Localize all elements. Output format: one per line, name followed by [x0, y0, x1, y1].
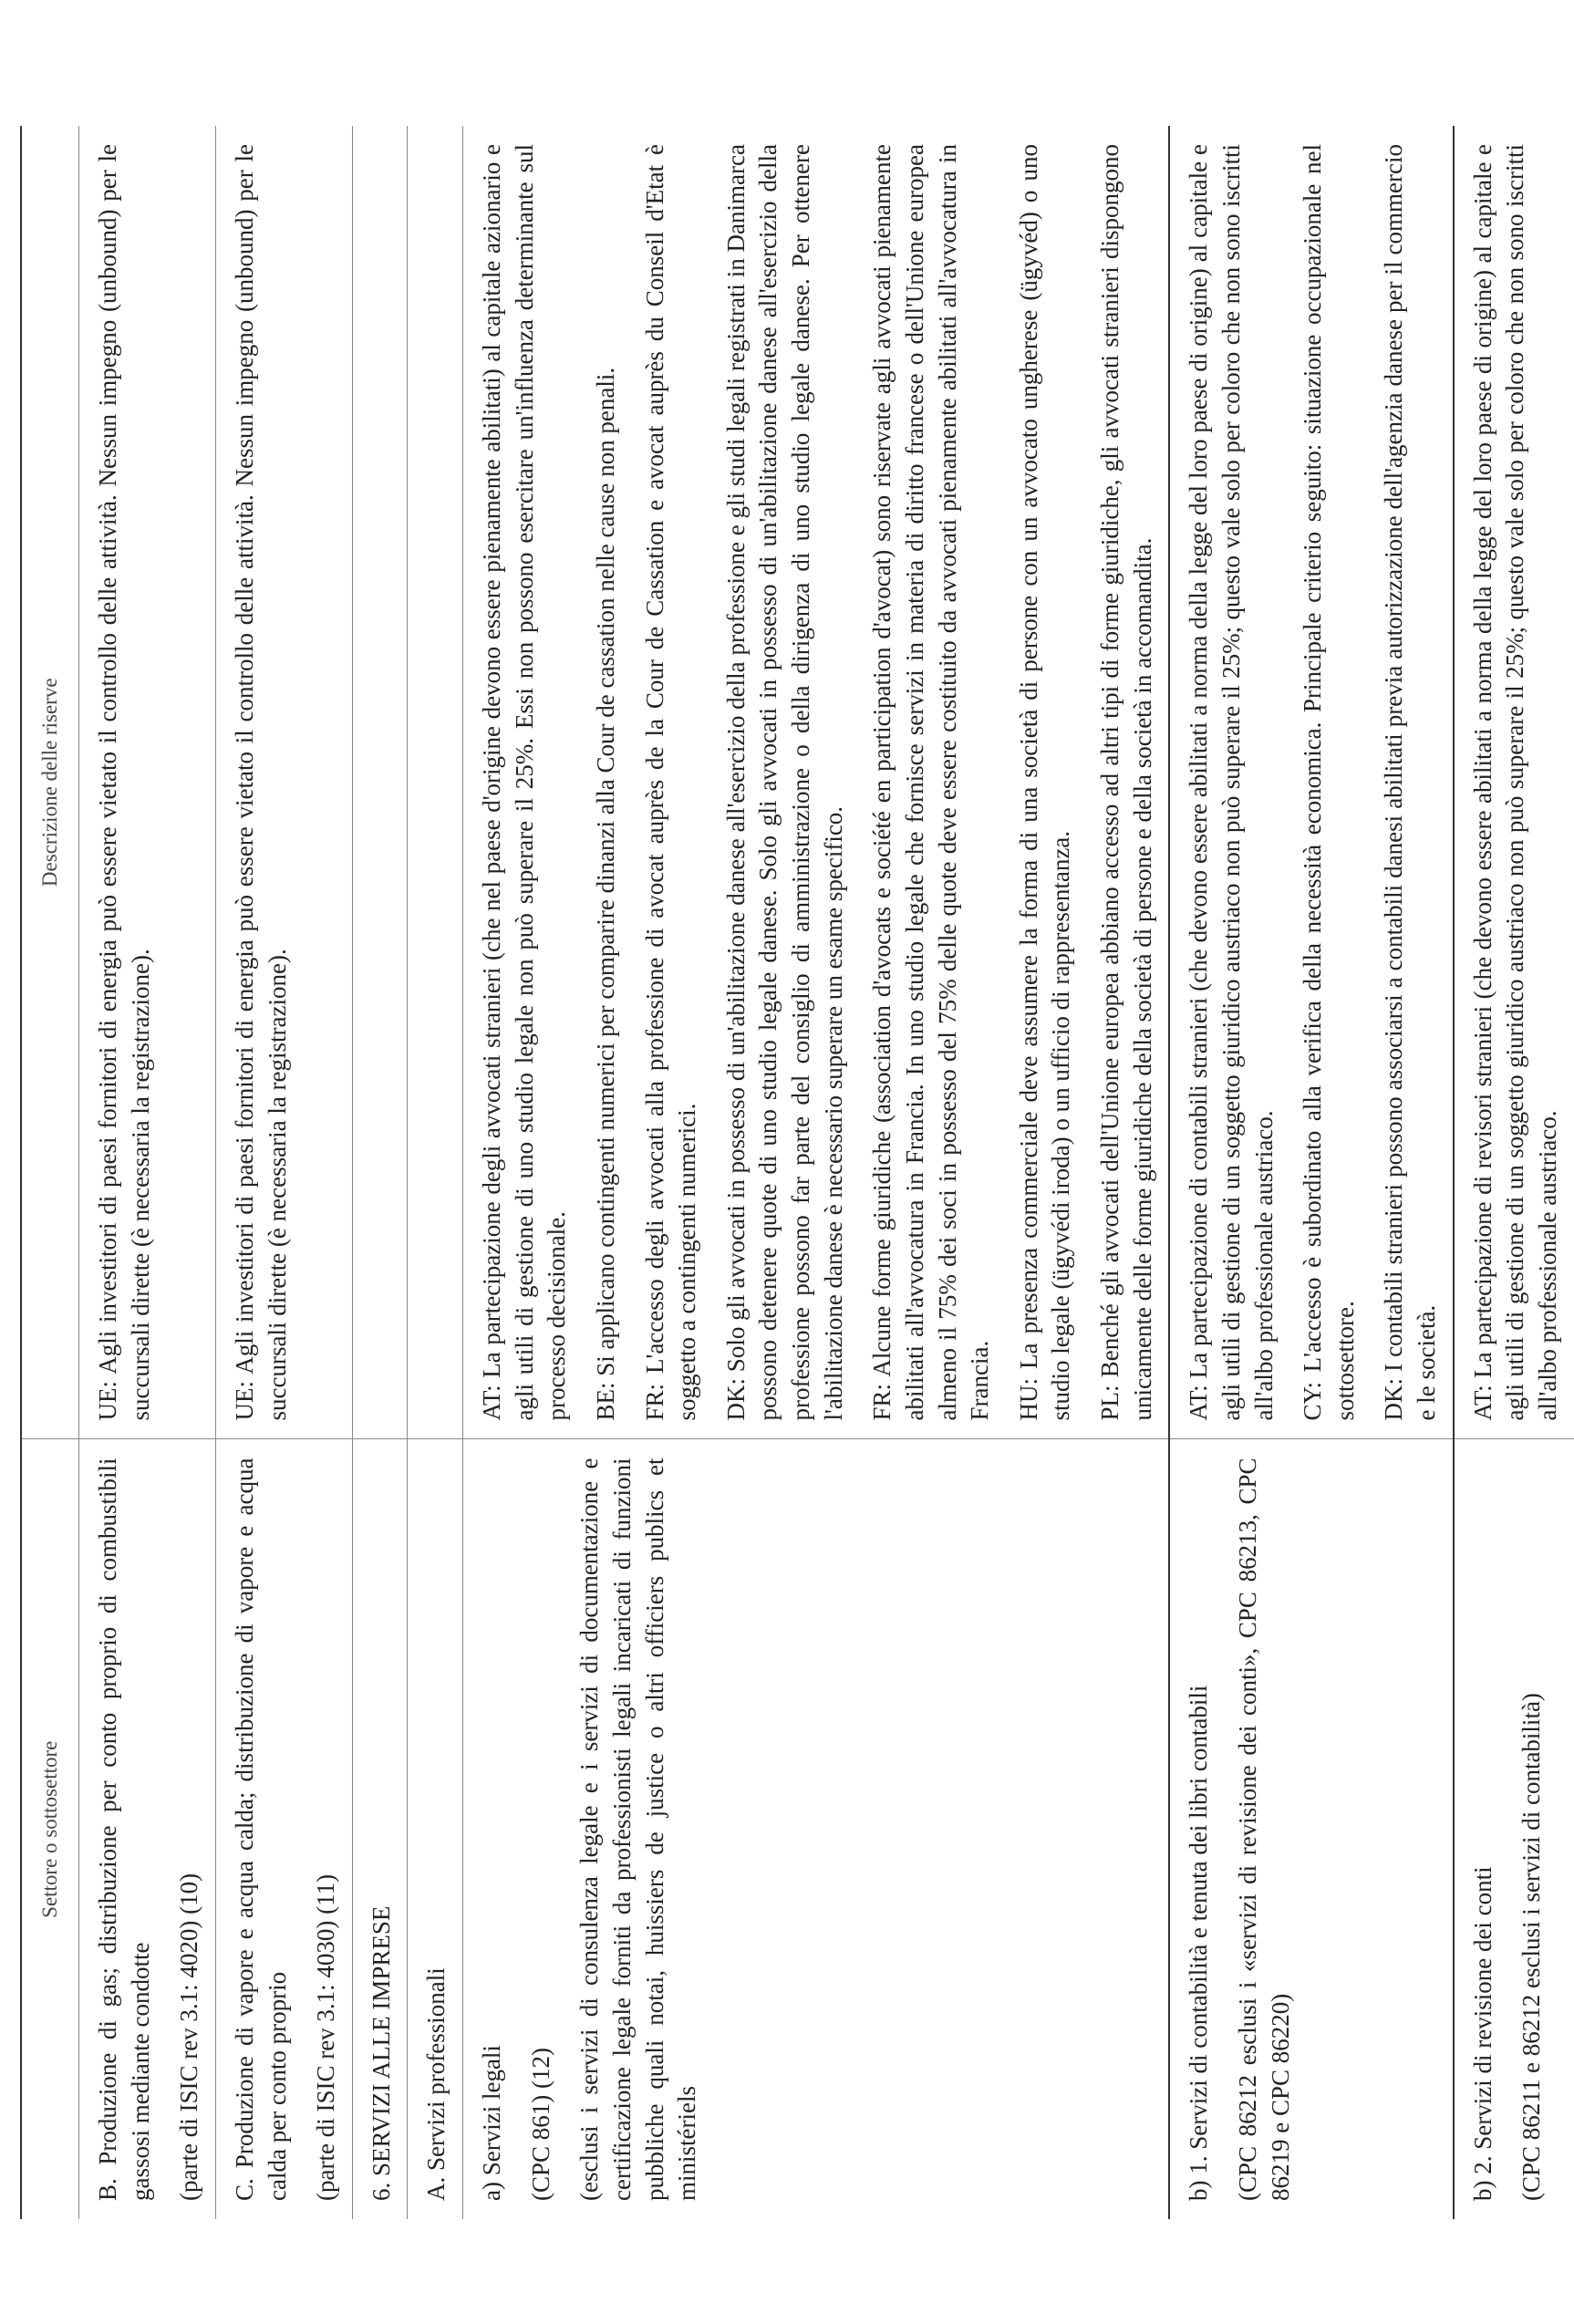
section-heading: 6. SERVIZI ALLE IMPRESE [367, 1905, 395, 2201]
header-row [22, 126, 79, 2219]
reserves-cell [408, 126, 463, 1439]
sector-cell [1454, 1439, 1574, 2219]
reserve-entry: FR: L'accesso degli avvocati alla professione di avocat auprès de la Cour de Cassation e avocat auprès du Conseil d'Etat è soggetto a contingenti numerici. [640, 144, 701, 1421]
reserves-cell [79, 126, 216, 1439]
sector-cell [463, 1439, 1170, 2219]
sector-code: (CPC 861) (12) [526, 2048, 554, 2201]
sector-code: (parte di ISIC rev 3.1: 4020) (10) [175, 1873, 203, 2201]
subsection-heading: A. Servizi professionali [422, 1967, 450, 2201]
reserve-entry: AT: La partecipazione di revisori stranieri (che devono essere abilitati a norma della legge del loro paese di origine) al capitale e agli utili di gestione di un soggetto giuridico austriaco non può superare il 25%; questo vale solo per coloro che non sono iscritti all'albo professionale austriaco. [1468, 144, 1561, 1421]
sector-cell [215, 1439, 352, 2219]
sector-text: C. Produzione di vapore e acqua calda; distribuzione di vapore e acqua calda per conto proprio [230, 1458, 291, 2201]
reserves-cell [352, 126, 408, 1439]
header-sector: Settore o sottosettore [22, 1439, 79, 2219]
reservations-table [22, 126, 1574, 2219]
sector-cell [79, 1439, 216, 2219]
reservations-table-sheet [20, 126, 1574, 2219]
reserves-cell [1454, 126, 1574, 1439]
reserve-entry: PL: Benché gli avvocati dell'Unione europea abbiano accesso ad altri tipi di forme giuridiche, gli avvocati stranieri dispongono unicamente delle forme giuridiche della società di persone e della società in accomandita. [1096, 144, 1156, 1421]
sector-note: (esclusi i servizi di consulenza legale e i servizi di documentazione e certificazione legale forniti da professionisti legali incaricati di funzioni pubbliche quali notai, huissiers de justice o altri officiers publics et ministériels [575, 1458, 701, 2201]
reserve-entry: BE: Si applicano contingenti numerici per comparire dinanzi alla Cour de cassation nelle cause non penali. [591, 367, 619, 1421]
reserves-cell [1169, 126, 1453, 1439]
sector-cell [352, 1439, 408, 2219]
reserve-entry: DK: Solo gli avvocati in possesso di un'abilitazione danese all'esercizio della professione e gli studi legali registrati in Danimarca possono detenere quote di uno studio legale danese. Solo gli avvocati in possesso di un'abilitazione danese all'esercizio della professione possono far parte del consiglio di amministrazione o della dirigenza di uno studio legale danese. Per ottenere l'abilitazione danese è necessario superare un esame specifico. [721, 144, 847, 1421]
table-row [1169, 126, 1453, 2219]
sector-text: b) 1. Servizi di contabilità e tenuta dei libri contabili [1185, 1685, 1213, 2201]
sector-code: (parte di ISIC rev 3.1: 4030) (11) [312, 1873, 340, 2201]
reserve-entry: FR: Alcune forme giuridiche (association d'avocats e société en participation d'avocat) sono riservate agli avvocati pienamente abilitati all'avvocatura in Francia. In uno studio legale che fornisce servizi in materia di diritto francese o dell'Unione europea almeno il 75% dei soci in possesso del 75% delle quote deve essere costituito da avvocati pienamente abilitati all'avvocatura in Francia. [868, 144, 994, 1421]
reserve-entry: DK: I contabili stranieri possono associarsi a contabili danesi abilitati previa autorizzazione dell'agenzia danese per il commercio e le società. [1380, 144, 1440, 1421]
reserve-entry: UE: Agli investitori di paesi fornitori di energia può essere vietato il controllo delle attività. Nessun impegno (unbound) per le succursali dirette (è necessaria la registrazione). [230, 144, 291, 1421]
sector-cell [408, 1439, 463, 2219]
sector-text: a) Servizi legali [478, 2045, 505, 2201]
reserve-entry: AT: La partecipazione degli avvocati stranieri (che nel paese d'origine devono essere pienamente abilitati) al capitale azionario e agli utili di gestione di uno studio legale non può superare il 25%. Essi non possono esercitare un'influenza determinante sul processo decisionale. [478, 144, 571, 1421]
reserve-entry: CY: L'accesso è subordinato alla verifica della necessità economica. Principale criterio seguito: situazione occupazionale nel sottosettore. [1299, 144, 1359, 1421]
sector-text: B. Produzione di gas; distribuzione per conto proprio di combustibili gassosi mediante condotte [94, 1458, 154, 2201]
reserve-entry: UE: Agli investitori di paesi fornitori di energia può essere vietato il controllo delle attività. Nessun impegno (unbound) per le succursali dirette (è necessaria la registrazione). [94, 144, 154, 1421]
reserves-cell [215, 126, 352, 1439]
reserve-entry: HU: La presenza commerciale deve assumere la forma di una società di persone con un avvocato ungherese (ügyvéd) o uno studio legale (ügyvédi iroda) o un ufficio di rappresentanza. [1014, 144, 1075, 1421]
sector-code: (CPC 86211 e 86212 esclusi i servizi di contabilità) [1517, 1693, 1546, 2201]
sector-text: b) 2. Servizi di revisione dei conti [1468, 1866, 1496, 2201]
sector-cell [1169, 1439, 1453, 2219]
table-row [79, 126, 216, 2219]
table-row [215, 126, 352, 2219]
header-reserves: Descrizione delle riserve [22, 126, 79, 1439]
table-row [1454, 126, 1574, 2219]
reserve-entry: AT: La partecipazione di contabili stranieri (che devono essere abilitati a norma della legge del loro paese di origine) al capitale e agli utili di gestione di un soggetto giuridico austriaco non può superare il 25%; questo vale solo per coloro che non sono iscritti all'albo professionale austriaco. [1185, 144, 1278, 1421]
table-row [352, 126, 408, 2219]
rotated-page [0, 108, 1561, 2324]
table-row [408, 126, 463, 2219]
table-row [463, 126, 1170, 2219]
sector-code: (CPC 86212 esclusi i «servizi di revisione dei conti», CPC 86213, CPC 86219 e CPC 86220) [1233, 1458, 1294, 2201]
reserves-cell [463, 126, 1170, 1439]
